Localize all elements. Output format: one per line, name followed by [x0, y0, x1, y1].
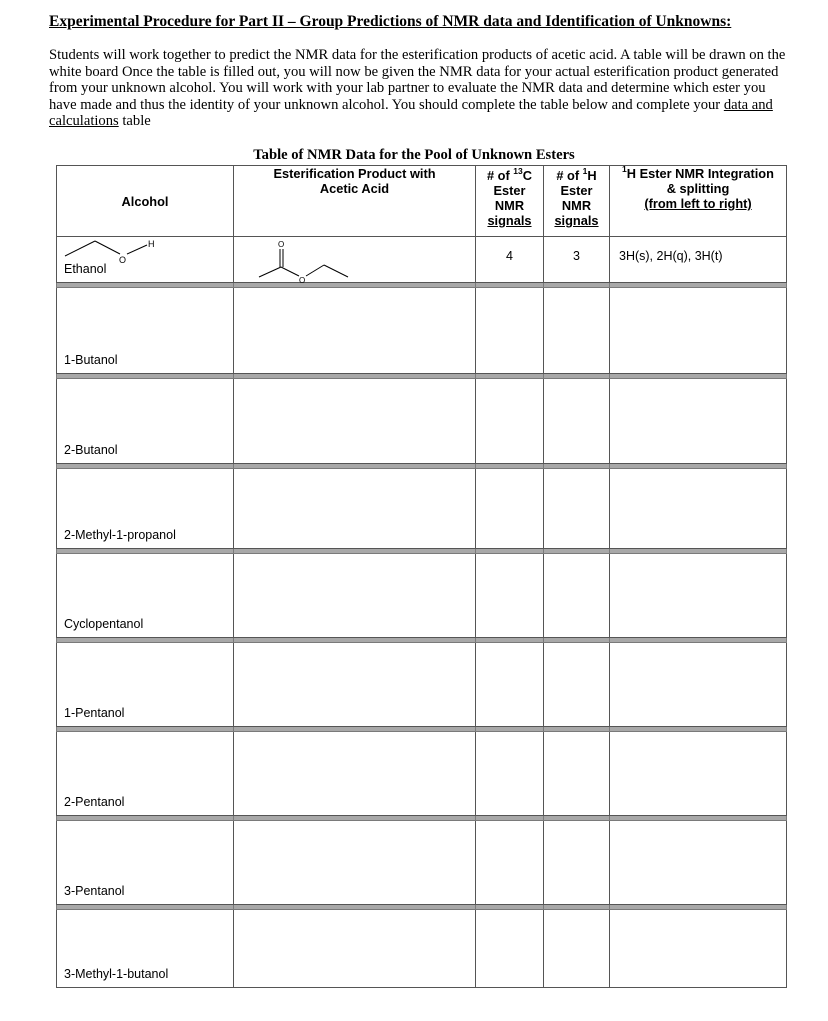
h1-input-cell[interactable]	[544, 910, 610, 988]
c13-input-cell[interactable]	[476, 288, 544, 374]
integration-input-cell[interactable]	[610, 469, 787, 549]
svg-text:O: O	[299, 276, 306, 283]
c13-input-cell[interactable]	[476, 379, 544, 464]
alcohol-name: 1-Pentanol	[64, 706, 125, 720]
alcohol-cell	[57, 379, 234, 464]
c13-input-cell[interactable]	[476, 732, 544, 816]
h1-input-cell[interactable]	[544, 469, 610, 549]
header-alcohol: Alcohol	[57, 166, 234, 237]
example-row-ethanol	[57, 237, 787, 283]
svg-text:O: O	[278, 240, 285, 249]
header-integration-splitting: $^1$H Ester NMR Integration & splitting (from left to right)	[610, 166, 787, 237]
alcohol-name: 3-Methyl-1-butanol	[64, 967, 169, 981]
header-h1-signals: # of $^1$H Ester NMR signals	[544, 166, 610, 237]
alcohol-cell	[57, 554, 234, 638]
intro-text: Students will work together to predict the NMR data for the esterification products of acetic acid. A table will be drawn on the white board Once the table is filled out, you will now be given the NMR data for your actual esterification product generated from your unknown alcohol. You will work with your lab partner to evaluate the NMR data and determine which ester you have made and thus the identity of your unknown alcohol. You should complete the table below and complete your	[49, 47, 786, 113]
h1-input-cell[interactable]	[544, 821, 610, 905]
alcohol-name: 2-Pentanol	[64, 795, 125, 809]
alcohol-cell	[57, 732, 234, 816]
table-row-2-pentanol	[57, 732, 787, 816]
alcohol-name: 2-Butanol	[64, 443, 118, 457]
integration-input-cell[interactable]	[610, 288, 787, 374]
table-header-row	[57, 166, 787, 237]
alcohol-cell	[57, 910, 234, 988]
table-row-1-butanol	[57, 288, 787, 374]
svg-text:O: O	[119, 255, 127, 265]
h1-input-cell[interactable]	[544, 288, 610, 374]
product-input-cell[interactable]	[234, 910, 476, 988]
table-row-2-methyl-1-propanol	[57, 469, 787, 549]
h1-input-cell[interactable]	[544, 643, 610, 727]
page-heading: Experimental Procedure for Part II – Group Predictions of NMR data and Identification of Unknowns:	[49, 13, 732, 30]
svg-text:H: H	[148, 239, 155, 249]
h1-input-cell[interactable]	[544, 732, 610, 816]
product-input-cell[interactable]	[234, 288, 476, 374]
c13-input-cell[interactable]	[476, 910, 544, 988]
header-esterification-product: Esterification Product with Acetic Acid	[234, 166, 476, 237]
integration-input-cell[interactable]	[610, 821, 787, 905]
alcohol-name: Cyclopentanol	[64, 617, 144, 631]
product-input-cell[interactable]	[234, 821, 476, 905]
alcohol-name: 3-Pentanol	[64, 884, 125, 898]
alcohol-cell	[57, 643, 234, 727]
product-input-cell[interactable]	[234, 469, 476, 549]
data-and-calculations-link[interactable]: data and calculations	[49, 96, 773, 129]
product-input-cell[interactable]	[234, 643, 476, 727]
integration-input-cell[interactable]	[610, 554, 787, 638]
c13-input-cell[interactable]	[476, 643, 544, 727]
table-row-3-pentanol	[57, 821, 787, 905]
ethyl-acetate-structure	[254, 239, 364, 283]
table-row-2-butanol	[57, 379, 787, 464]
alcohol-cell	[57, 821, 234, 905]
table-row-1-pentanol	[57, 643, 787, 727]
alcohol-cell	[57, 469, 234, 549]
example-integration: 3H(s), 2H(q), 3H(t)	[610, 237, 787, 283]
alcohol-name: 1-Butanol	[64, 353, 118, 367]
integration-input-cell[interactable]	[610, 379, 787, 464]
h1-input-cell[interactable]	[544, 554, 610, 638]
example-c13-count: 4	[476, 237, 544, 283]
header-c13-signals: # of $^{13}$C Ester NMR signals	[476, 166, 544, 237]
example-alcohol-cell	[57, 237, 234, 283]
alcohol-name: Ethanol	[64, 262, 107, 276]
c13-input-cell[interactable]	[476, 554, 544, 638]
integration-input-cell[interactable]	[610, 732, 787, 816]
product-input-cell[interactable]	[234, 732, 476, 816]
example-product-cell	[234, 237, 476, 283]
intro-paragraph	[49, 47, 789, 130]
integration-input-cell[interactable]	[610, 910, 787, 988]
intro-tail: table	[122, 113, 151, 129]
product-input-cell[interactable]	[234, 379, 476, 464]
h1-input-cell[interactable]	[544, 379, 610, 464]
table-caption: Table of NMR Data for the Pool of Unknown Esters	[253, 147, 575, 163]
table-row-cyclopentanol	[57, 554, 787, 638]
alcohol-cell	[57, 288, 234, 374]
c13-input-cell[interactable]	[476, 469, 544, 549]
alcohol-name: 2-Methyl-1-propanol	[64, 528, 176, 542]
product-input-cell[interactable]	[234, 554, 476, 638]
nmr-data-table	[56, 165, 787, 988]
table-row-3-methyl-1-butanol	[57, 910, 787, 988]
table-caption-wrap	[0, 147, 828, 164]
c13-input-cell[interactable]	[476, 821, 544, 905]
integration-input-cell[interactable]	[610, 643, 787, 727]
example-h1-count: 3	[544, 237, 610, 283]
